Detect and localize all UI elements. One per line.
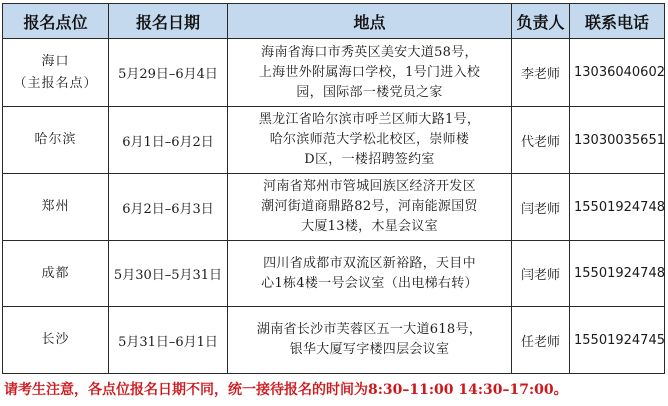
date-cell: 5月29日–6月4日 bbox=[109, 39, 228, 107]
city-name: 长沙 bbox=[41, 332, 70, 347]
address-line: 哈尔滨师范大学松北校区，崇师楼 bbox=[269, 132, 470, 147]
address-line: 上海世外附属海口学校，1号门进入校 bbox=[258, 64, 481, 80]
address-line: 海南省海口市秀英区美安大道58号， bbox=[261, 44, 478, 60]
table-row bbox=[3, 107, 665, 174]
header-date: 报名日期 bbox=[109, 4, 228, 39]
address-cell bbox=[228, 107, 512, 174]
person-cell: 任老师 bbox=[512, 307, 570, 374]
address-line: 河南省郑州市管城回族区经济开发区 bbox=[263, 179, 476, 194]
header-row bbox=[3, 4, 665, 39]
phone-cell: 15501924748 bbox=[570, 241, 665, 307]
address-line: 湖南省长沙市芙蓉区五一大道618号， bbox=[256, 322, 483, 337]
table-row bbox=[3, 241, 665, 307]
date-cell: 6月1日–6月2日 bbox=[109, 107, 228, 174]
address-line: 心1栋4楼一号会议室（出电梯右转） bbox=[261, 275, 478, 291]
header-phone: 联系电话 bbox=[570, 4, 665, 39]
address-line: 潮河街道商鼎路82号，河南能源国贸 bbox=[261, 199, 478, 214]
city-name: 成都 bbox=[41, 265, 70, 281]
person-cell: 李老师 bbox=[512, 39, 570, 107]
header-address: 地点 bbox=[228, 4, 512, 39]
city-cell bbox=[3, 307, 109, 374]
city-name: 哈尔滨 bbox=[34, 132, 77, 147]
table-row bbox=[3, 307, 665, 374]
city-name: 海口 bbox=[41, 53, 70, 69]
phone-cell: 15501924748 bbox=[570, 174, 665, 241]
phone-cell: 15501924745 bbox=[570, 307, 665, 374]
address-line: D区，一楼招聘签约室 bbox=[304, 152, 435, 167]
person-cell: 闫老师 bbox=[512, 174, 570, 241]
address-cell bbox=[228, 39, 512, 107]
city-cell bbox=[3, 39, 109, 107]
phone-cell: 13036040602 bbox=[570, 39, 665, 107]
city-cell bbox=[3, 107, 109, 174]
address-line: 四川省成都市双流区新裕路，天目中 bbox=[263, 255, 476, 271]
city-subtitle: （主报名点） bbox=[13, 75, 98, 91]
address-line: 大厦13楼，木星会议室 bbox=[301, 219, 438, 234]
notice-text: 请考生注意，各点位报名日期不同，统一接待报名的时间为8:30–11:00 14:30–17:00。 bbox=[4, 382, 568, 398]
date-cell: 5月31日–6月1日 bbox=[109, 307, 228, 374]
header-location: 报名点位 bbox=[3, 4, 109, 39]
city-name: 郑州 bbox=[41, 199, 70, 214]
phone-cell: 13030035651 bbox=[570, 107, 665, 174]
person-cell: 闫老师 bbox=[512, 241, 570, 307]
address-line: 黑龙江省哈尔滨市呼兰区师大路1号， bbox=[258, 112, 481, 127]
city-cell bbox=[3, 241, 109, 307]
address-line: 园，国际部一楼党员之家 bbox=[296, 84, 443, 100]
address-cell bbox=[228, 174, 512, 241]
address-line: 银华大厦写字楼四层会议室 bbox=[289, 342, 450, 357]
address-cell bbox=[228, 241, 512, 307]
address-cell bbox=[228, 307, 512, 374]
date-cell: 5月30日–5月31日 bbox=[109, 241, 228, 307]
header-person: 负责人 bbox=[512, 4, 570, 39]
date-cell: 6月2日–6月3日 bbox=[109, 174, 228, 241]
table-row bbox=[3, 174, 665, 241]
person-cell: 代老师 bbox=[512, 107, 570, 174]
city-cell bbox=[3, 174, 109, 241]
registration-table bbox=[2, 3, 665, 374]
table-row bbox=[3, 39, 665, 107]
